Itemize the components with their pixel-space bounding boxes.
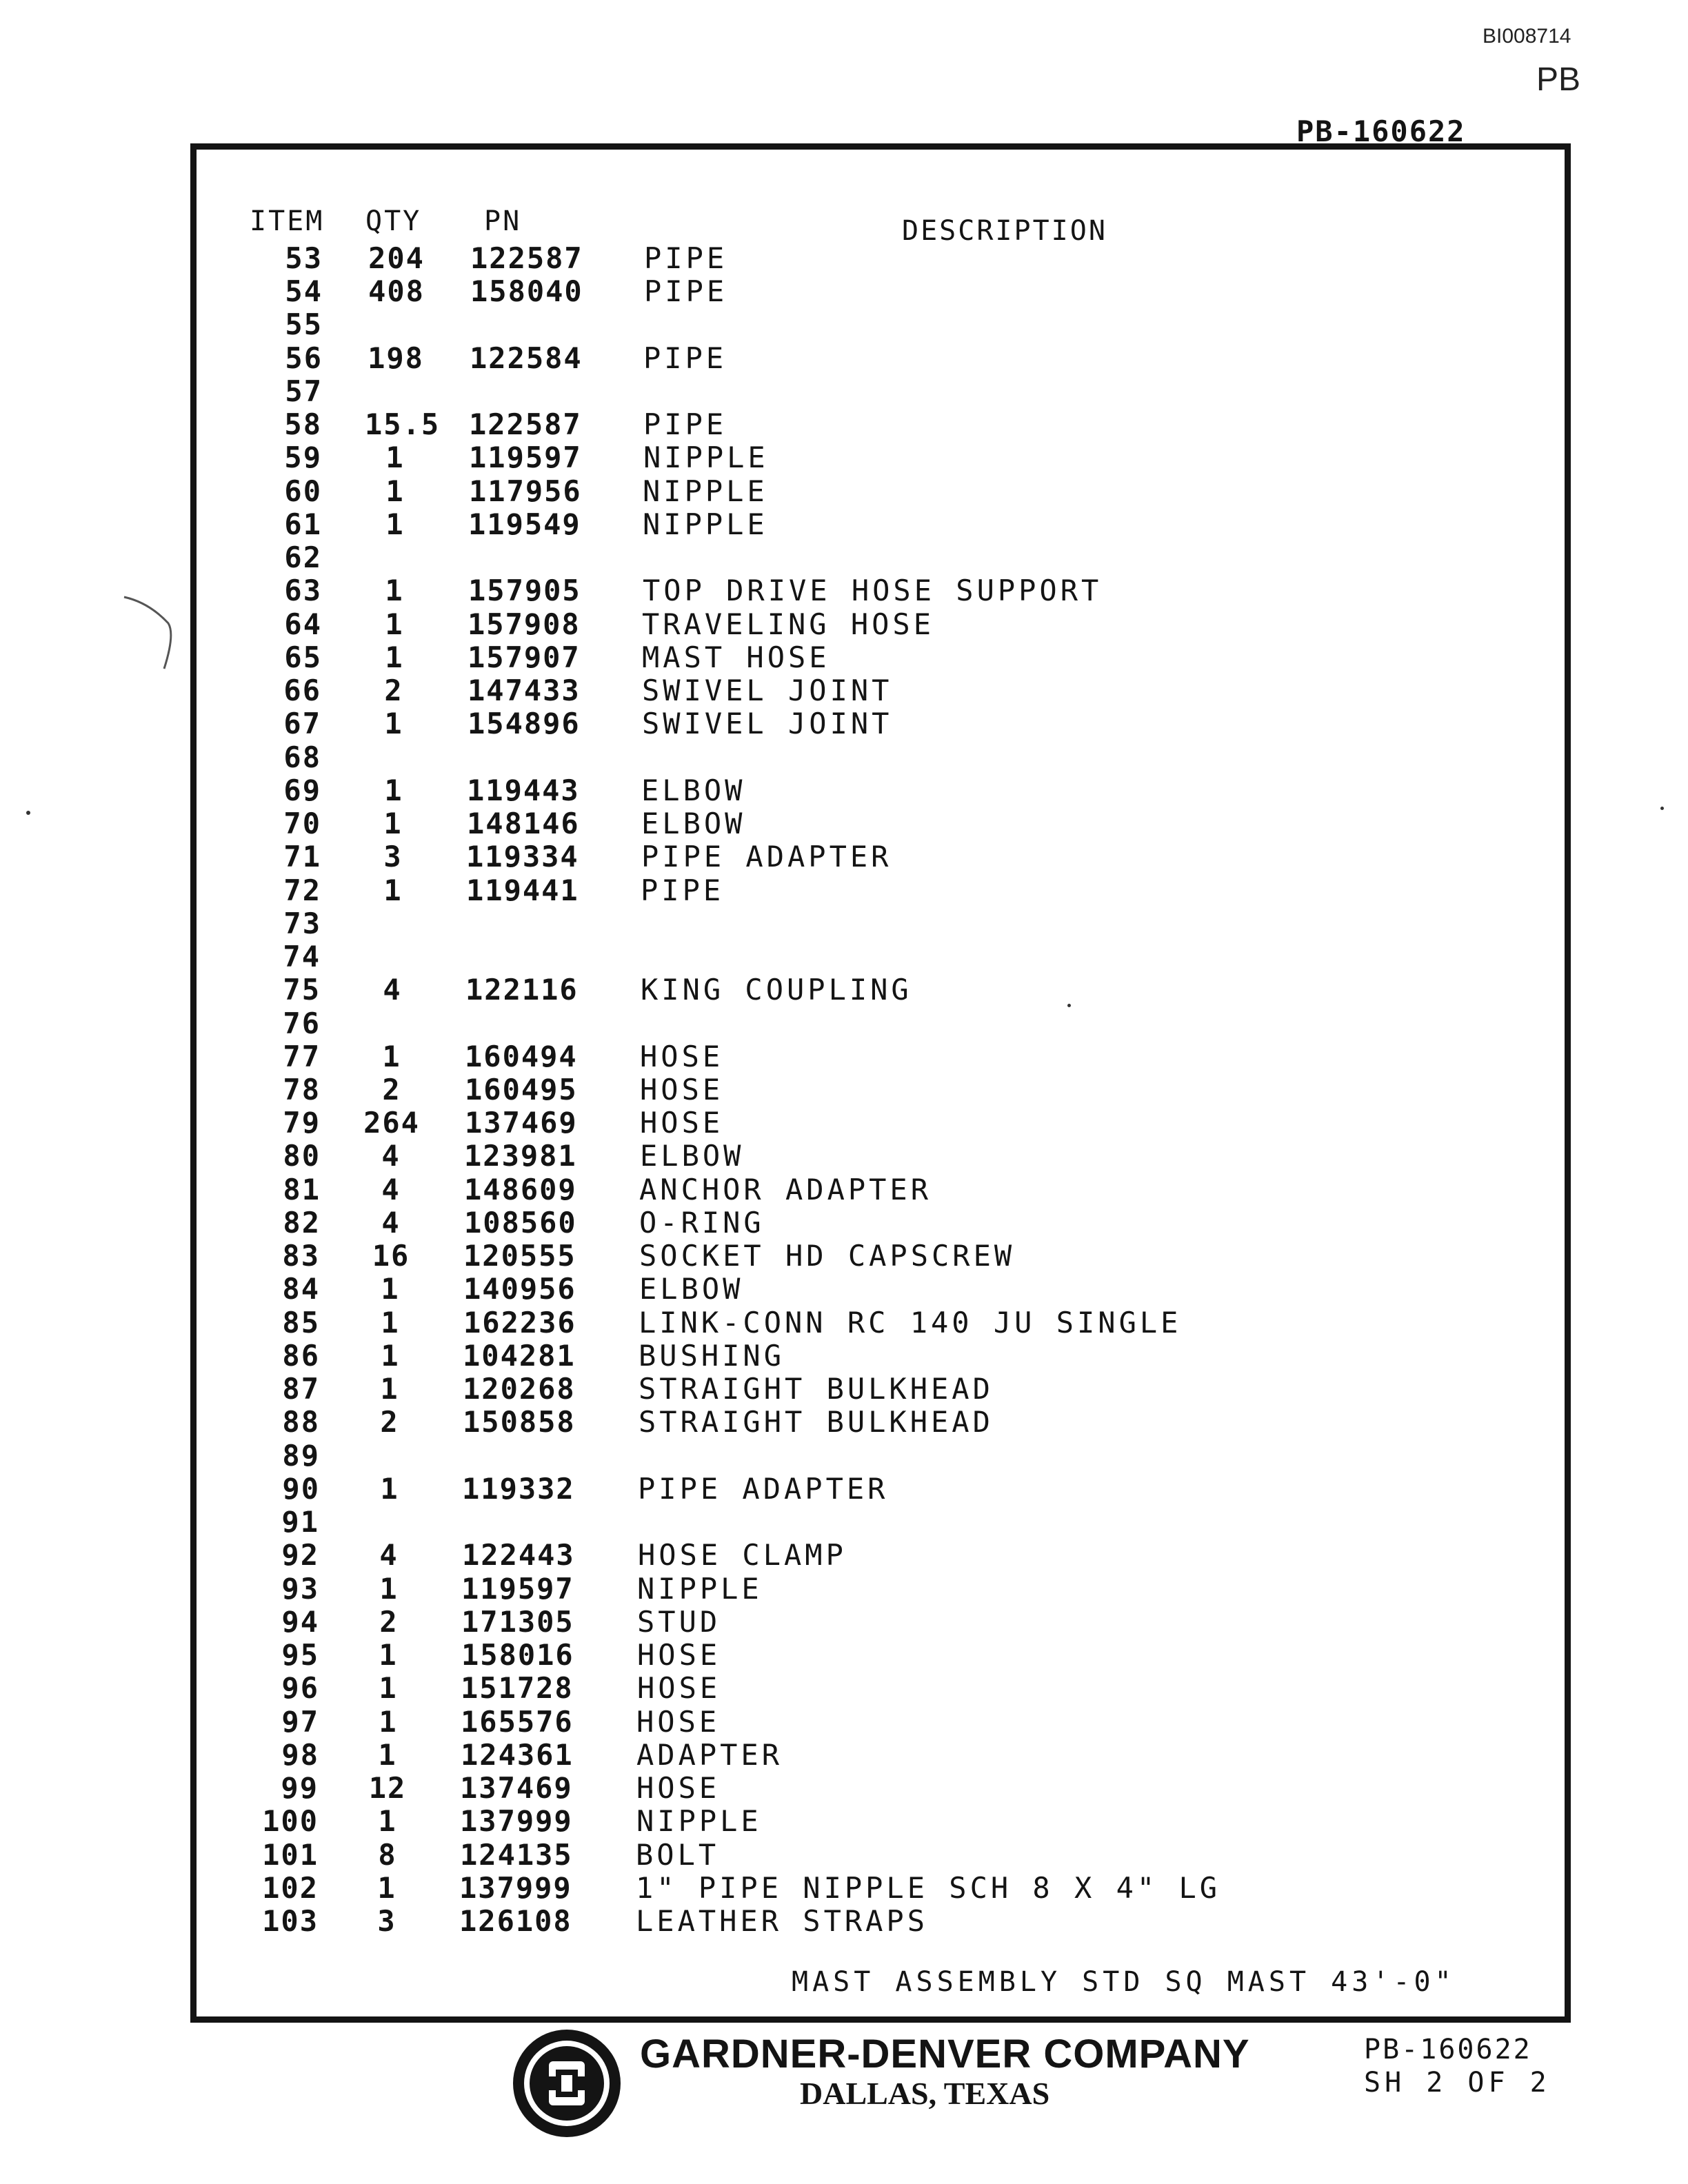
- quantity: 16: [372, 1239, 410, 1273]
- item-number: 62: [284, 540, 322, 574]
- item-number: 55: [285, 307, 323, 341]
- quantity: 4: [381, 1139, 401, 1173]
- quantity: 3: [383, 840, 403, 873]
- table-row: [0, 1838, 1688, 1871]
- quantity: 1: [381, 1306, 400, 1339]
- corner-mark: PB: [1536, 61, 1581, 98]
- part-number: 104281: [463, 1339, 576, 1373]
- table-row: [0, 507, 1688, 540]
- part-number: 157908: [468, 607, 581, 641]
- item-number: 89: [282, 1439, 320, 1473]
- header-qty: QTY: [365, 205, 422, 237]
- table-row: [0, 1272, 1688, 1305]
- description: ELBOW: [641, 807, 746, 840]
- item-number: 65: [284, 640, 322, 674]
- part-number: 119597: [461, 1572, 574, 1606]
- quantity: 1: [385, 441, 405, 474]
- header-pn: PN: [484, 205, 522, 237]
- part-number: 119597: [469, 441, 582, 474]
- item-number: 54: [285, 274, 323, 308]
- item-number: 80: [283, 1139, 321, 1173]
- part-number: 122587: [469, 407, 582, 441]
- part-number: 120268: [463, 1372, 576, 1406]
- description: PIPE: [641, 873, 725, 907]
- item-number: 78: [283, 1073, 321, 1106]
- item-number: 61: [284, 507, 322, 541]
- item-number: 96: [281, 1671, 319, 1705]
- part-number: 137469: [460, 1771, 573, 1805]
- part-number: 124361: [461, 1738, 574, 1772]
- description: PIPE: [643, 407, 727, 441]
- quantity: 204: [368, 241, 425, 275]
- table-row: [0, 241, 1688, 274]
- description: LEATHER STRAPS: [636, 1904, 929, 1938]
- part-number: 160495: [465, 1073, 578, 1106]
- table-row: [0, 707, 1688, 740]
- description: PIPE ADAPTER: [638, 1472, 889, 1506]
- quantity: 2: [380, 1405, 399, 1439]
- item-number: 53: [285, 241, 323, 275]
- quantity: 1: [378, 1738, 397, 1772]
- item-number: 67: [283, 707, 321, 740]
- part-number: 137999: [459, 1871, 572, 1905]
- item-number: 103: [262, 1904, 319, 1938]
- item-number: 64: [284, 607, 322, 641]
- description: HOSE CLAMP: [638, 1538, 847, 1572]
- item-number: 97: [281, 1705, 319, 1739]
- item-number: 84: [282, 1272, 320, 1306]
- table-row: [0, 341, 1688, 374]
- document-id: BI008714: [1483, 25, 1571, 48]
- description: O-RING: [639, 1206, 765, 1240]
- table-row: [0, 1106, 1688, 1139]
- quantity: 2: [379, 1605, 399, 1639]
- item-number: 87: [282, 1372, 320, 1406]
- description: NIPPLE: [643, 507, 768, 541]
- company-city: DALLAS, TEXAS: [800, 2076, 1050, 2111]
- quantity: 1: [380, 1472, 399, 1506]
- quantity: 1: [385, 607, 404, 641]
- quantity: 15.5: [365, 407, 441, 441]
- description: HOSE: [640, 1040, 724, 1073]
- quantity: 1: [385, 474, 405, 508]
- item-number: 98: [281, 1738, 319, 1772]
- quantity: 4: [383, 973, 402, 1007]
- item-number: 77: [283, 1040, 321, 1073]
- item-number: 93: [281, 1572, 319, 1606]
- part-number: 117956: [469, 474, 582, 508]
- description: 1" PIPE NIPPLE SCH 8 X 4" LG: [636, 1871, 1221, 1905]
- quantity: 1: [378, 1804, 397, 1838]
- item-number: 102: [262, 1871, 319, 1905]
- scan-speck: [1067, 1004, 1071, 1007]
- item-number: 74: [283, 940, 321, 973]
- part-number: 137999: [460, 1804, 573, 1838]
- part-number: 137469: [465, 1106, 578, 1140]
- quantity: 1: [381, 1272, 400, 1306]
- part-number: 119443: [467, 774, 580, 807]
- item-number: 57: [285, 374, 323, 408]
- part-number: 158016: [461, 1638, 574, 1672]
- table-row: [0, 1173, 1688, 1206]
- table-row: [0, 1804, 1688, 1837]
- part-number: 140956: [463, 1272, 576, 1306]
- part-number: 122443: [462, 1538, 575, 1572]
- table-row: [0, 607, 1688, 640]
- table-row: [0, 407, 1688, 441]
- item-number: 100: [262, 1804, 319, 1838]
- quantity: 3: [377, 1904, 396, 1938]
- table-row: [0, 1206, 1688, 1239]
- description: PIPE: [643, 341, 727, 375]
- item-number: 63: [284, 574, 322, 607]
- table-row: [0, 1306, 1688, 1339]
- part-number: 122584: [470, 341, 583, 375]
- description: PIPE: [644, 241, 728, 275]
- description: SWIVEL JOINT: [642, 674, 893, 707]
- scan-speck: [1660, 807, 1664, 810]
- description: HOSE: [640, 1106, 724, 1140]
- table-row: [0, 1771, 1688, 1804]
- quantity: 264: [363, 1106, 420, 1140]
- part-number: 119334: [466, 840, 579, 873]
- quantity: 408: [368, 274, 425, 308]
- item-number: 76: [283, 1007, 321, 1040]
- company-seal-icon: [510, 2027, 623, 2140]
- sheet-number: SH 2 OF 2: [1364, 2067, 1551, 2099]
- part-number: 122116: [465, 973, 579, 1007]
- quantity: 4: [381, 1173, 401, 1206]
- quantity: 1: [379, 1572, 399, 1606]
- description: STRAIGHT BULKHEAD: [639, 1405, 994, 1439]
- item-number: 86: [282, 1339, 320, 1373]
- part-number: 119549: [468, 507, 581, 541]
- item-number: 75: [283, 973, 321, 1007]
- item-number: 91: [281, 1505, 319, 1539]
- table-row: [0, 1139, 1688, 1172]
- part-number: 148146: [467, 807, 580, 840]
- item-number: 56: [285, 341, 323, 375]
- description: KING COUPLING: [641, 973, 912, 1007]
- quantity: 198: [368, 341, 424, 375]
- quantity: 4: [379, 1538, 399, 1572]
- description: TOP DRIVE HOSE SUPPORT: [643, 574, 1103, 607]
- description: HOSE: [636, 1771, 721, 1805]
- table-row: [0, 740, 1688, 774]
- description: LINK-CONN RC 140 JU SINGLE: [639, 1306, 1182, 1339]
- part-number: 160494: [465, 1040, 578, 1073]
- part-number: 150858: [463, 1405, 576, 1439]
- table-row: [0, 640, 1688, 674]
- table-row: [0, 574, 1688, 607]
- table-row: [0, 1605, 1688, 1638]
- part-number: 151728: [461, 1671, 574, 1705]
- part-number: 119332: [462, 1472, 575, 1506]
- description: STUD: [637, 1605, 721, 1639]
- quantity: 1: [382, 1040, 401, 1073]
- description: ELBOW: [639, 1272, 744, 1306]
- item-number: 85: [282, 1306, 320, 1339]
- table-row: [0, 1705, 1688, 1738]
- quantity: 1: [379, 1638, 398, 1672]
- part-number: 157907: [468, 640, 581, 674]
- item-number: 70: [283, 807, 321, 840]
- table-row: [0, 1073, 1688, 1106]
- description: ADAPTER: [636, 1738, 783, 1772]
- footer-part-number: PB-160622: [1364, 2034, 1532, 2065]
- quantity: 1: [377, 1871, 396, 1905]
- table-row: [0, 1572, 1688, 1605]
- table-row: [0, 1904, 1688, 1937]
- table-row: [0, 907, 1688, 940]
- item-number: 92: [281, 1538, 319, 1572]
- item-number: 81: [283, 1173, 321, 1206]
- part-number: 147433: [468, 674, 581, 707]
- description: SWIVEL JOINT: [642, 707, 893, 740]
- table-row: [0, 1372, 1688, 1405]
- quantity: 1: [384, 707, 403, 740]
- item-number: 90: [282, 1472, 320, 1506]
- quantity: 1: [380, 1372, 399, 1406]
- table-row: [0, 1638, 1688, 1671]
- description: NIPPLE: [637, 1572, 763, 1606]
- description: ANCHOR ADAPTER: [639, 1173, 932, 1206]
- table-row: [0, 1040, 1688, 1073]
- table-row: [0, 1871, 1688, 1904]
- item-number: 59: [284, 441, 322, 474]
- part-number: 158040: [470, 274, 583, 308]
- item-number: 60: [284, 474, 322, 508]
- quantity: 1: [385, 574, 404, 607]
- table-row: [0, 1405, 1688, 1438]
- description: MAST HOSE: [642, 640, 830, 674]
- description: ELBOW: [641, 774, 746, 807]
- quantity: 1: [381, 1339, 400, 1373]
- table-row: [0, 307, 1688, 341]
- description: HOSE: [637, 1671, 721, 1705]
- quantity: 1: [385, 507, 405, 541]
- part-number: 108560: [464, 1206, 577, 1240]
- table-row: [0, 474, 1688, 507]
- part-number: 120555: [463, 1239, 576, 1273]
- header-item: ITEM: [250, 205, 325, 237]
- item-number: 69: [283, 774, 321, 807]
- item-number: 101: [262, 1838, 319, 1872]
- description: BOLT: [636, 1838, 720, 1872]
- description: HOSE: [640, 1073, 724, 1106]
- item-number: 95: [281, 1638, 319, 1672]
- item-number: 99: [281, 1771, 319, 1805]
- item-number: 94: [281, 1605, 319, 1639]
- part-number: 171305: [461, 1605, 574, 1639]
- top-part-number: PB-160622: [1296, 114, 1466, 148]
- quantity: 12: [368, 1771, 407, 1805]
- table-row: [0, 1472, 1688, 1505]
- description: SOCKET HD CAPSCREW: [639, 1239, 1016, 1273]
- quantity: 1: [384, 774, 403, 807]
- header-description: DESCRIPTION: [902, 215, 1107, 247]
- table-row: [0, 940, 1688, 973]
- description: ELBOW: [640, 1139, 745, 1173]
- company-name: GARDNER-DENVER COMPANY: [640, 2032, 1250, 2076]
- table-row: [0, 774, 1688, 807]
- part-number: 154896: [468, 707, 581, 740]
- part-number: 157905: [468, 574, 581, 607]
- table-row: [0, 1007, 1688, 1040]
- item-number: 82: [283, 1206, 321, 1240]
- table-row: [0, 840, 1688, 873]
- part-number: 165576: [461, 1705, 574, 1739]
- description: HOSE: [637, 1638, 721, 1672]
- table-row: [0, 807, 1688, 840]
- item-number: 71: [283, 840, 321, 873]
- item-number: 83: [282, 1239, 320, 1273]
- part-number: 126108: [459, 1904, 572, 1938]
- description: NIPPLE: [643, 474, 768, 508]
- quantity: 4: [381, 1206, 401, 1240]
- table-row: [0, 1239, 1688, 1272]
- description: HOSE: [636, 1705, 721, 1739]
- part-number: 162236: [463, 1306, 576, 1339]
- quantity: 1: [379, 1705, 398, 1739]
- part-number: 123981: [464, 1139, 577, 1173]
- part-number: 119441: [466, 873, 579, 907]
- part-number: 124135: [460, 1838, 573, 1872]
- quantity: 1: [385, 640, 404, 674]
- description: NIPPLE: [636, 1804, 762, 1838]
- part-number: 122587: [470, 241, 583, 275]
- description: NIPPLE: [643, 441, 769, 474]
- table-row: [0, 1505, 1688, 1538]
- table-row: [0, 441, 1688, 474]
- item-number: 88: [282, 1405, 320, 1439]
- item-number: 72: [283, 873, 321, 907]
- table-row: [0, 674, 1688, 707]
- table-row: [0, 274, 1688, 307]
- quantity: 1: [383, 873, 403, 907]
- item-number: 66: [283, 674, 321, 707]
- item-number: 68: [283, 740, 321, 774]
- table-row: [0, 374, 1688, 407]
- scan-speck: [26, 811, 30, 815]
- description: BUSHING: [639, 1339, 785, 1373]
- quantity: 1: [379, 1671, 398, 1705]
- description: STRAIGHT BULKHEAD: [639, 1372, 994, 1406]
- table-row: [0, 973, 1688, 1006]
- table-row: [0, 1439, 1688, 1472]
- part-number: 148609: [464, 1173, 577, 1206]
- description: PIPE: [644, 274, 728, 308]
- table-row: [0, 540, 1688, 574]
- description: TRAVELING HOSE: [642, 607, 935, 641]
- assembly-title: MAST ASSEMBLY STD SQ MAST 43'-0": [792, 1966, 1456, 1998]
- item-number: 58: [284, 407, 322, 441]
- table-row: [0, 1671, 1688, 1704]
- table-row: [0, 1738, 1688, 1771]
- item-number: 79: [283, 1106, 321, 1140]
- quantity: 2: [382, 1073, 401, 1106]
- quantity: 1: [383, 807, 403, 840]
- item-number: 73: [283, 907, 321, 940]
- quantity: 8: [378, 1838, 397, 1872]
- scan-pen-mark: [121, 593, 183, 676]
- table-row: [0, 1339, 1688, 1372]
- quantity: 2: [384, 674, 403, 707]
- table-row: [0, 873, 1688, 907]
- table-row: [0, 1538, 1688, 1571]
- description: PIPE ADAPTER: [641, 840, 892, 873]
